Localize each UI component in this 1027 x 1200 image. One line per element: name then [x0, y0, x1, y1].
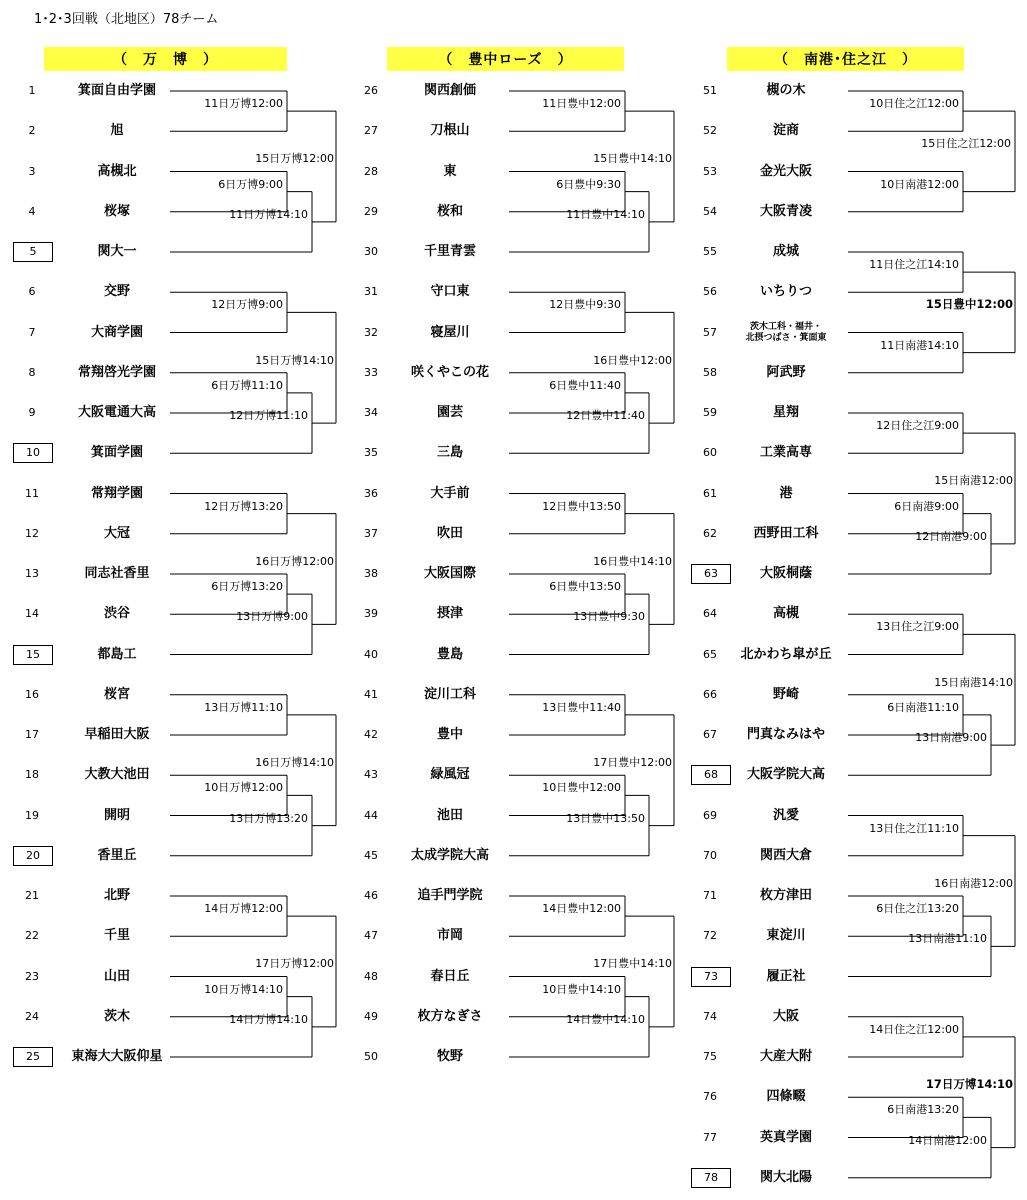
team-number: 70 [703, 848, 717, 862]
team-number: 24 [25, 1009, 39, 1023]
team-name: 早稲田大阪 [84, 727, 150, 742]
team-number: 73 [691, 967, 731, 987]
venue-header-banpaku: （ 万 博 ） [44, 47, 287, 71]
team-number: 4 [28, 204, 36, 218]
team-name: 港 [779, 485, 793, 501]
team-number: 44 [364, 808, 378, 822]
team-name: 枚方津田 [759, 888, 812, 903]
team-number: 34 [364, 406, 378, 419]
team-name: いちりつ [759, 284, 812, 300]
match-label: 13日南港9:00 [915, 731, 987, 745]
team-number: 55 [703, 245, 717, 258]
team-name: 太成学院大高 [410, 847, 489, 863]
match-label: 13日住之江9:00 [876, 620, 959, 634]
team-name: 英真学園 [759, 1129, 812, 1145]
team-number: 33 [364, 365, 378, 379]
team-name: 千里青雲 [423, 244, 476, 259]
team-number: 2 [28, 124, 36, 138]
team-name: 門真なみはや [746, 727, 825, 742]
team-number: 23 [25, 969, 39, 983]
team-name-line1: 茨木工科・福井・ [749, 321, 822, 332]
match-label: 6日万博9:00 [218, 177, 283, 191]
team-number: 67 [703, 728, 717, 741]
team-number: 25 [13, 1047, 53, 1067]
team-number: 14 [25, 607, 39, 621]
team-name: 春日丘 [430, 968, 470, 984]
match-label: 11日住之江14:10 [869, 258, 959, 272]
team-number: 31 [364, 285, 378, 299]
match-label: 12日南港9:00 [915, 529, 987, 543]
team-name: 牧野 [436, 1049, 463, 1064]
team-number: 59 [703, 406, 717, 419]
team-number: 38 [364, 567, 378, 580]
match-label: 6日豊中9:30 [556, 177, 621, 191]
team-number: 68 [691, 765, 731, 785]
match-label: 11日万博12:00 [204, 97, 283, 111]
team-name: 香里丘 [97, 847, 137, 863]
team-number: 41 [364, 687, 378, 701]
team-name: 東海大大阪仰星 [71, 1049, 163, 1064]
match-label: 17日万博12:00 [255, 957, 334, 971]
match-label: 15日南港14:10 [934, 675, 1013, 689]
team-number: 77 [703, 1130, 717, 1144]
team-name: 阿武野 [766, 364, 806, 380]
team-name: 大産大附 [759, 1049, 812, 1064]
team-number: 20 [13, 846, 53, 866]
match-label: 15日豊中14:10 [593, 152, 672, 166]
team-number: 51 [703, 84, 717, 97]
team-name: 関大一 [97, 244, 137, 259]
team-name: 常翔啓光学園 [77, 364, 156, 380]
match-label: 10日豊中14:10 [542, 982, 621, 996]
team-number: 69 [703, 808, 717, 822]
team-name: 三島 [436, 445, 463, 461]
team-number: 29 [364, 204, 378, 218]
team-name: 高槻 [772, 606, 799, 622]
match-label: 13日万博9:00 [236, 610, 308, 624]
match-label: 6日万博13:20 [211, 580, 283, 594]
match-label: 13日豊中13:50 [566, 811, 645, 825]
team-number: 10 [13, 443, 53, 463]
team-number: 26 [364, 84, 378, 97]
team-name: 関西創価 [423, 83, 476, 98]
team-name: 北かわち皐が丘 [740, 646, 832, 662]
team-name: 寝屋川 [430, 324, 470, 340]
match-label: 13日万博13:20 [229, 811, 308, 825]
team-number: 19 [25, 808, 39, 822]
match-label: 13日万博11:10 [204, 700, 283, 714]
team-name: 大冠 [103, 525, 130, 541]
match-label: 11日南港14:10 [880, 338, 959, 352]
match-label: 14日豊中12:00 [542, 902, 621, 916]
team-name: 池田 [436, 807, 463, 823]
match-label: 10日万博14:10 [204, 982, 283, 996]
team-number: 71 [703, 889, 717, 902]
match-label: 16日南港12:00 [934, 876, 1013, 890]
team-name: 成城 [772, 244, 799, 259]
match-label: 13日豊中11:40 [542, 700, 621, 714]
match-label: 15日住之江12:00 [921, 137, 1011, 151]
team-number: 65 [703, 647, 717, 661]
team-name: 汎愛 [772, 807, 799, 823]
team-name: 旭 [110, 123, 124, 139]
venue-header-toyonaka: （ 豊中ローズ ） [387, 47, 624, 71]
match-label: 15日豊中12:00 [925, 297, 1013, 312]
team-name: 枚方なぎさ [417, 1008, 483, 1024]
team-number: 49 [364, 1009, 378, 1023]
team-name: 淀商 [772, 123, 799, 139]
team-number: 21 [25, 889, 39, 902]
match-label: 13日南港11:10 [908, 932, 987, 946]
team-name: 東淀川 [766, 928, 806, 944]
team-name: 大商学園 [90, 324, 143, 340]
team-name: 豊中 [436, 727, 463, 742]
match-label: 16日万博12:00 [255, 554, 334, 568]
match-label: 12日万博9:00 [211, 298, 283, 312]
match-label: 14日住之江12:00 [869, 1022, 959, 1036]
team-name: 箕面自由学園 [77, 83, 156, 98]
team-number: 11 [25, 486, 39, 500]
venue-header-nanko-suminoe: （ 南港･住之江 ） [727, 47, 964, 71]
team-number: 32 [364, 325, 378, 339]
match-label: 15日万博14:10 [255, 353, 334, 367]
team-name: 追手門学院 [417, 888, 483, 903]
team-number: 3 [28, 164, 36, 178]
team-name: 摂津 [436, 606, 463, 622]
match-label: 11日万博14:10 [229, 207, 308, 221]
team-number: 15 [13, 645, 53, 665]
team-number: 54 [703, 204, 717, 218]
team-name: 工業高専 [759, 445, 812, 461]
page-title: 1･2･3回戦（北地区）78チーム [34, 12, 219, 27]
match-label: 6日住之江13:20 [876, 902, 959, 916]
team-number: 42 [364, 728, 378, 741]
match-label: 14日万博12:00 [204, 902, 283, 916]
team-name: 大阪青凌 [759, 203, 812, 219]
match-label: 12日万博11:10 [229, 409, 308, 423]
match-label: 17日万博14:10 [925, 1077, 1013, 1092]
match-label: 6日豊中11:40 [549, 378, 621, 392]
match-label: 10日住之江12:00 [869, 97, 959, 111]
team-name: 緑風冠 [430, 767, 470, 783]
team-name: 西野田工科 [753, 525, 819, 541]
team-name: 吹田 [436, 525, 463, 541]
team-number: 62 [703, 526, 717, 540]
team-name: 槻の木 [766, 83, 806, 98]
match-label: 10日南港12:00 [880, 177, 959, 191]
match-label: 10日万博12:00 [204, 781, 283, 795]
team-number: 12 [25, 526, 39, 540]
match-label: 14日南港12:00 [908, 1133, 987, 1147]
team-name: 開明 [103, 807, 130, 823]
team-number: 43 [364, 768, 378, 782]
team-name: 星翔 [772, 405, 799, 420]
team-number: 9 [28, 406, 36, 419]
team-number: 47 [364, 929, 378, 943]
match-label: 11日豊中14:10 [566, 207, 645, 221]
match-label: 6日南港13:20 [887, 1103, 959, 1117]
team-number: 60 [703, 446, 717, 460]
team-name: 山田 [103, 968, 130, 984]
match-label: 16日豊中12:00 [593, 353, 672, 367]
match-label: 12日豊中9:30 [549, 298, 621, 312]
team-name: 野崎 [772, 686, 799, 702]
match-label: 11日豊中12:00 [542, 97, 621, 111]
team-name: 桜和 [436, 203, 463, 219]
team-name: 市岡 [436, 928, 463, 944]
match-label: 16日豊中14:10 [593, 554, 672, 568]
match-label: 12日豊中11:40 [566, 409, 645, 423]
team-number: 78 [691, 1168, 731, 1188]
team-name: 大阪学院大高 [746, 767, 825, 783]
team-name: 箕面学園 [90, 445, 143, 461]
team-name: 千里 [103, 928, 130, 944]
team-number: 50 [364, 1050, 378, 1063]
team-name: 交野 [103, 284, 130, 300]
team-name: 刀根山 [430, 123, 470, 139]
team-number: 8 [28, 365, 36, 379]
team-name: 関西大倉 [759, 847, 812, 863]
match-label: 16日万博14:10 [255, 756, 334, 770]
team-number: 46 [364, 889, 378, 902]
match-label: 10日豊中12:00 [542, 781, 621, 795]
match-label: 6日南港9:00 [894, 499, 959, 513]
team-name: 豊島 [436, 646, 463, 662]
team-name: 同志社香里 [84, 566, 150, 581]
team-name: 都島工 [97, 646, 137, 662]
team-number: 74 [703, 1009, 717, 1023]
team-number: 39 [364, 607, 378, 621]
team-number: 57 [703, 325, 717, 339]
team-name: 高槻北 [97, 163, 137, 179]
team-number: 17 [25, 728, 39, 741]
match-label: 14日豊中14:10 [566, 1012, 645, 1026]
team-number: 28 [364, 164, 378, 178]
team-name: 金光大阪 [759, 163, 812, 179]
team-name: 守口東 [430, 284, 470, 300]
team-number: 1 [28, 84, 36, 97]
team-number: 76 [703, 1090, 717, 1104]
match-label: 17日豊中12:00 [593, 756, 672, 770]
team-name: 四條畷 [766, 1089, 806, 1105]
team-name: 園芸 [436, 405, 463, 420]
team-number: 18 [25, 768, 39, 782]
team-name: 茨木 [103, 1008, 130, 1024]
team-name: 咲くやこの花 [410, 364, 489, 380]
match-label: 6日南港11:10 [887, 700, 959, 714]
team-number: 40 [364, 647, 378, 661]
team-number: 37 [364, 526, 378, 540]
team-number: 56 [703, 285, 717, 299]
match-label: 13日豊中9:30 [573, 610, 645, 624]
team-number: 64 [703, 607, 717, 621]
team-name: 東 [443, 163, 457, 179]
team-number: 45 [364, 848, 378, 862]
team-number: 52 [703, 124, 717, 138]
team-name: 大教大池田 [84, 767, 150, 783]
team-name: 桜塚 [103, 203, 130, 219]
team-number: 75 [703, 1050, 717, 1063]
team-name: 大阪電通大高 [77, 405, 156, 420]
match-label: 15日南港12:00 [934, 474, 1013, 488]
match-label: 15日万博12:00 [255, 152, 334, 166]
team-name: 淀川工科 [423, 686, 476, 702]
team-number: 48 [364, 969, 378, 983]
team-name: 大阪桐蔭 [759, 566, 812, 581]
match-label: 12日万博13:20 [204, 499, 283, 513]
match-label: 13日住之江11:10 [869, 821, 959, 835]
team-name: 大阪 [772, 1008, 799, 1024]
team-name: 渋谷 [103, 606, 130, 622]
team-number: 16 [25, 687, 39, 701]
match-label: 12日豊中13:50 [542, 499, 621, 513]
team-number: 36 [364, 486, 378, 500]
team-name: 北野 [103, 888, 130, 903]
team-number: 66 [703, 687, 717, 701]
team-number: 58 [703, 365, 717, 379]
team-number: 5 [13, 242, 53, 262]
team-number: 35 [364, 446, 378, 460]
team-number: 72 [703, 929, 717, 943]
team-number: 6 [28, 285, 36, 299]
team-number: 30 [364, 245, 378, 258]
team-name: 大手前 [430, 485, 470, 501]
match-label: 6日万博11:10 [211, 378, 283, 392]
team-name: 常翔学園 [90, 485, 143, 501]
team-name: 関大北陽 [759, 1169, 812, 1185]
team-number: 53 [703, 164, 717, 178]
team-name: 履正社 [766, 968, 806, 984]
team-number: 22 [25, 929, 39, 943]
team-number: 61 [703, 486, 717, 500]
match-label: 12日住之江9:00 [876, 419, 959, 433]
match-label: 6日豊中13:50 [549, 580, 621, 594]
match-label: 14日万博14:10 [229, 1012, 308, 1026]
team-number: 13 [25, 567, 39, 580]
team-number: 27 [364, 124, 378, 138]
match-label: 17日豊中14:10 [593, 957, 672, 971]
team-number: 63 [691, 564, 731, 584]
team-number: 7 [28, 325, 36, 339]
team-name: 桜宮 [103, 686, 130, 702]
team-name-line2: 北摂つばさ・箕面東 [745, 332, 827, 343]
team-name: 大阪国際 [423, 566, 476, 581]
